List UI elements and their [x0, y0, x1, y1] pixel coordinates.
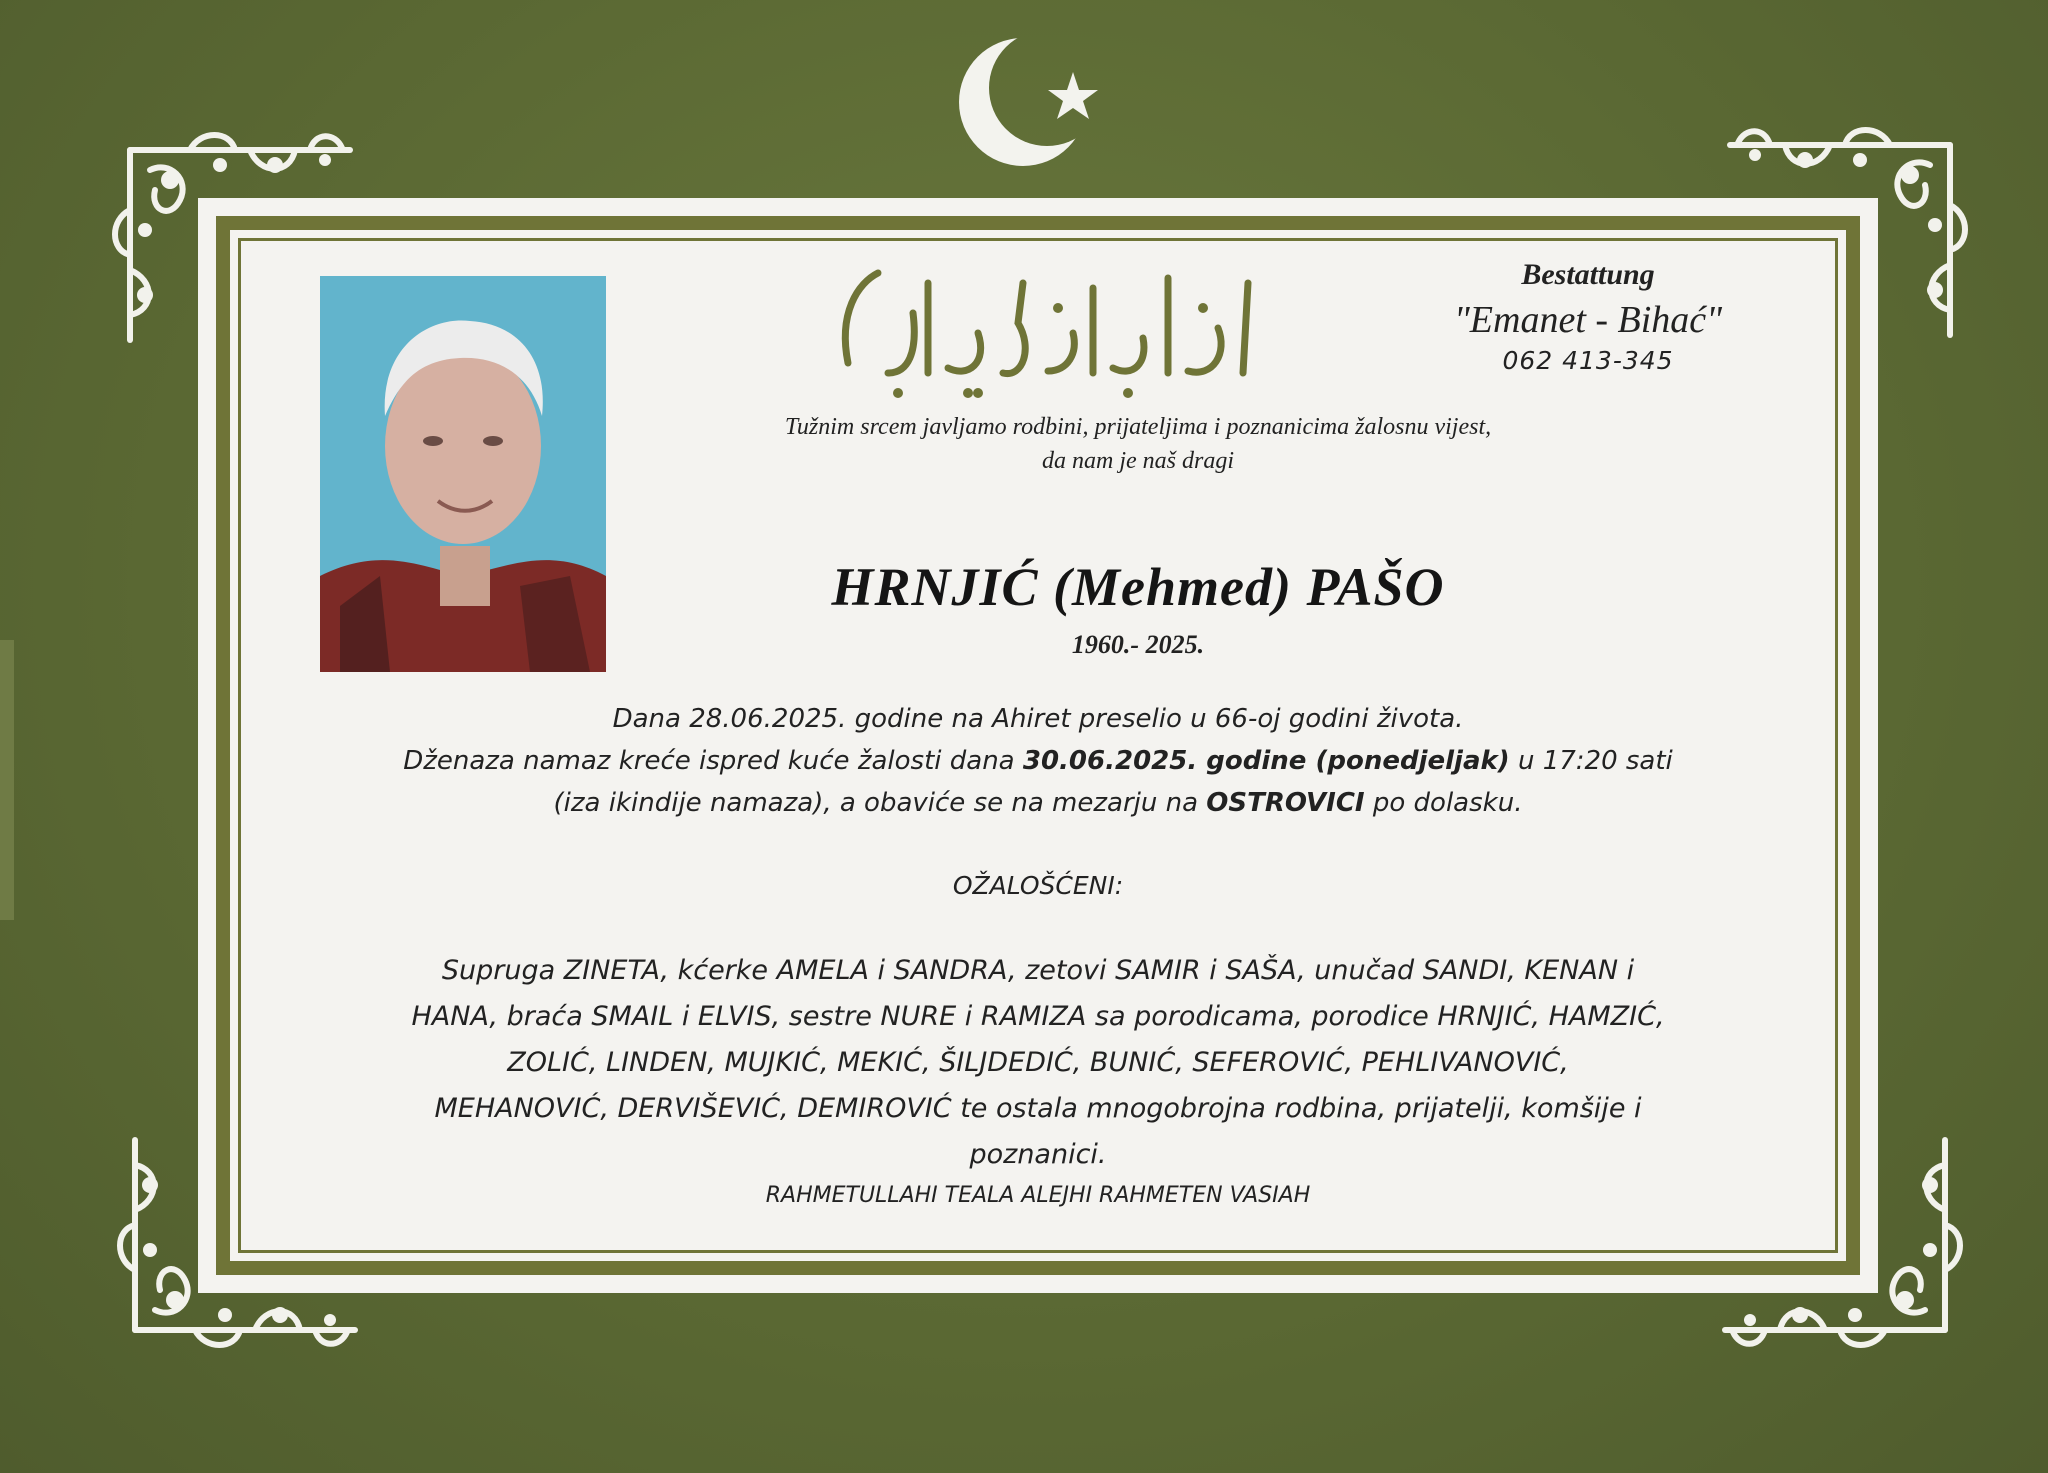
funeral-details: [288, 698, 1788, 824]
funeral-date: 30.06.2025. godine (ponedjeljak): [1022, 746, 1510, 776]
mourners-line-3: ZOLIĆ, LINDEN, MUJKIĆ, MEKIĆ, ŠILJDEDIĆ, BUNIĆ, SEFEROVIĆ, PEHLIVANOVIĆ,: [507, 1047, 1569, 1078]
details-line-2-c: u 17:20 sati: [1509, 746, 1673, 776]
details-line-3-c: po dolasku.: [1364, 788, 1523, 818]
intro-line-2: da nam je naš dragi: [1042, 448, 1234, 474]
cemetery-name: OSTROVICI: [1206, 788, 1365, 818]
details-line-3-a: (iza ikindije namaza), a obaviće se na mezarju na: [553, 788, 1207, 818]
details-line-2: [288, 740, 1788, 782]
obituary-card: [198, 198, 1878, 1293]
mourners-list: [278, 948, 1798, 1178]
details-line-1: Dana 28.06.2025. godine na Ahiret preselio u 66-oj godini života.: [612, 704, 1464, 734]
funeral-home-name: "Emanet - Bihać": [1453, 299, 1723, 341]
deceased-years: 1960.- 2025.: [1071, 630, 1205, 659]
closing-prayer: RAHMETULLAHI TEALA ALEJHI RAHMETEN VASIAH: [765, 1183, 1311, 1208]
arabic-calligraphy: [828, 253, 1268, 403]
intro-line-1: Tužnim srcem javljamo rodbini, prijateljima i poznanicima žalosnu vijest,: [784, 414, 1492, 440]
mourners-line-4: MEHANOVIĆ, DERVIŠEVIĆ, DEMIROVIĆ te ostala mnogobrojna rodbina, prijatelji, komšije i: [434, 1093, 1642, 1124]
crescent-star-icon: [945, 10, 1105, 180]
deceased-name: HRNJIĆ (Mehmed) PAŠO: [831, 557, 1445, 617]
funeral-home-info: [1398, 258, 1778, 375]
mourners-line-5: poznanici.: [969, 1139, 1107, 1170]
funeral-home-title: Bestattung: [1521, 258, 1655, 291]
mourners-heading: OŽALOŠĆENI:: [952, 871, 1124, 900]
funeral-home-phone: 062 413-345: [1502, 346, 1674, 375]
details-line-2-a: Dženaza namaz kreće ispred kuće žalosti dana: [403, 746, 1023, 776]
mourners-line-1: Supruga ZINETA, kćerke AMELA i SANDRA, zetovi SAMIR i SAŠA, unučad SANDI, KENAN i: [441, 955, 1635, 986]
intro-text: [668, 410, 1608, 478]
deceased-photo: [320, 276, 606, 672]
mourners-line-2: HANA, braća SMAIL i ELVIS, sestre NURE i RAMIZA sa porodicama, porodice HRNJIĆ, HAMZIĆ,: [411, 1001, 1665, 1032]
details-line-3: [288, 782, 1788, 824]
background-tab: [0, 640, 14, 920]
